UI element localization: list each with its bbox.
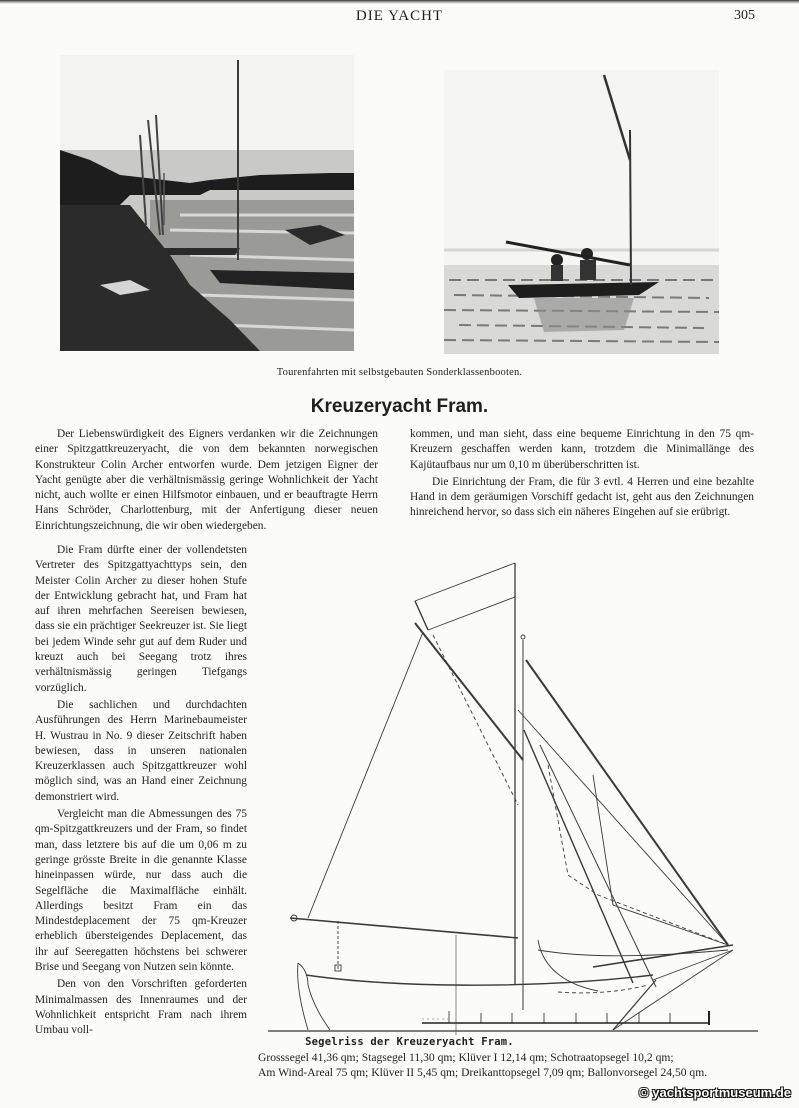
paragraph: kommen, und man sieht, dass eine bequeme Einrichtung in den 75 qm-Kreuzern geschaffen werden kann, trotzdem die Minimallänge des Kajütaufbaus nur um 0,10 m überüberschritten ist. [410, 428, 754, 471]
jib-luff [593, 775, 728, 945]
jib-topsail-stay [526, 660, 728, 945]
topmast-truck [521, 635, 525, 639]
photo-boats-at-shore-image [60, 55, 354, 351]
article-title: Kreuzeryacht Fram. [310, 396, 489, 417]
topsail-head [415, 563, 515, 601]
watermark: © yachtsportmuseum.de [639, 1085, 791, 1100]
jib-stay [518, 710, 728, 945]
staysail-luff [540, 745, 656, 987]
scale-bar [420, 1007, 720, 1027]
forestay [524, 730, 633, 983]
article-column-left-top [35, 427, 378, 534]
page-number: 305 [734, 8, 755, 23]
paragraph: Der Liebenswürdigkeit des Eigners verdanken wir die Zeichnungen einer Spitzgattkreuzeryacht, die von dem bekannten norwegischen Konstrukteur Colin Archer entworfen wurde. Dem jetzigen Eigner der Yacht genügte aber die verhältnismässig geringe Wohnlichkeit der Yacht nicht, auch wollte er einen Hilfsmotor einbauen, und er beauftragte Herrn Hans Schröder, Charlottenburg, mit der Anfertigung dieser neuen Einrichtungszeichnung, die wir oben wiedergeben. [35, 428, 378, 532]
deck-dashed [558, 985, 648, 993]
boom [290, 918, 518, 938]
paragraph: Die Fram dürfte einer der vollendetsten Vertreter des Spitzgattyachttyps sein, den Meister Colin Archer zu dieser hohen Stufe der Entwicklung gebracht hat, und Fram hat auf ihren mehrfachen Seereisen bewiesen, dass sie ein prächtiger Seekreuzer ist. Sie liegt bei jedem Winde sehr gut auf dem Ruder und kreuzt auch bei Seegang trotz ihres verhältnismässig geringen Tiefgangs vorzüglich. [35, 544, 247, 694]
rudder [298, 963, 330, 1030]
photo-sailboat-on-water [444, 70, 719, 354]
photo-sailboat-on-water-image [444, 70, 719, 354]
page-edge-shadow [0, 0, 799, 4]
sail-plan-svg [268, 555, 758, 1035]
gaff-dashed [433, 635, 518, 805]
article-column-right [410, 427, 754, 521]
sail-plan-drawing [268, 555, 758, 1035]
scale-bar-svg [420, 1007, 720, 1027]
hull-sheer [306, 975, 653, 985]
balloon-sail [548, 765, 728, 945]
paragraph: Vergleicht man die Abmessungen des 75 qm-Spitzgattkreuzers und der Fram, so findet man, dass letztere bis auf die um 0,06 m zu geringe grösste Breite in die genannte Klasse hineinpassen würde, nur dass auch die Segelfläche die Maximalfläche einhält. Allerdings besitzt Fram ein das Mindestdeplacement der 75 qm-Kreuzer erheblich übersteigendes Deplacement, das ihr auf Seeregatten höchstens bei schwerer Brise und Seegang von Nutzen sein könnte. [35, 808, 247, 974]
paragraph: Den von den Vorschriften geforderten Minimalmassen des Innenraumes und der Wohnlichkeit entspricht Fram nach ihrem Umbau voll- [35, 978, 247, 1037]
paragraph: Die sachlichen und durchdachten Ausführungen des Herrn Marinebaumeister H. Wustrau in No. 9 dieser Zeitschrift haben bewiesen, dass in unseren nationalen Kreuzerklassen auch Spitzgattkreuzer wohl möglich sind, was an Hand einer Zeichnung demonstriert wird. [35, 698, 247, 803]
sail-areas-line: Am Wind-Areal 75 qm; Klüver II 5,45 qm; Dreikanttopsegel 7,09 qm; Ballonvorsegel 24,50 qm. [258, 1066, 708, 1079]
gaff [415, 623, 523, 760]
photo-boats-at-shore [60, 55, 354, 351]
sail-areas-line: Grosssegel 41,36 qm; Stagsegel 11,30 qm; Klüver I 12,14 qm; Schotraatopsegel 10,2 qm; [258, 1051, 674, 1064]
sail-areas [258, 1050, 758, 1080]
paragraph: Die Einrichtung der Fram, die für 3 evtl. 4 Herren und eine bezahlte Hand in dem geräumigen Vorschiff gedacht ist, geht aus den Zeichnungen hinreichend hervor, so dass sich ein näheres Eingehen auf sie erübrigt. [410, 475, 754, 519]
drawing-caption: Segelriss der Kreuzeryacht Fram. [305, 1036, 514, 1048]
photo-caption: Tourenfahrten mit selbstgebauten Sonderklassenbooten. [276, 367, 523, 378]
magazine-title: DIE YACHT [355, 8, 444, 24]
topsail-foot [428, 597, 515, 630]
article-column-left [35, 543, 247, 1039]
mainsail-leech [308, 632, 423, 918]
